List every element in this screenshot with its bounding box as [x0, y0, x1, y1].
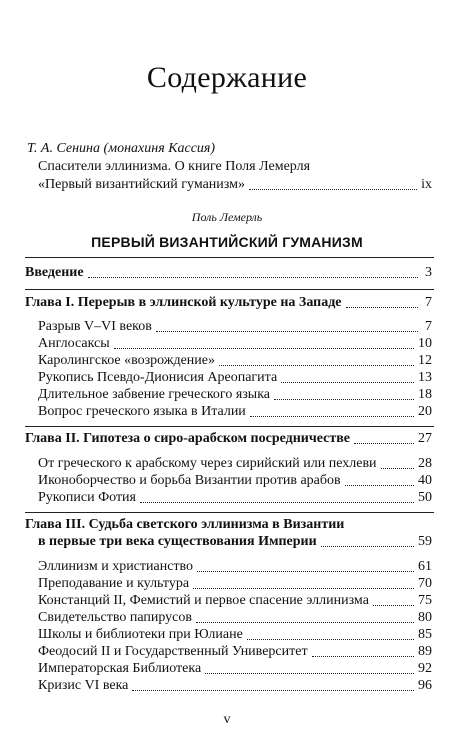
entry-label: Англосаксы: [38, 336, 110, 351]
entry-page: 92: [418, 661, 432, 676]
toc-chapter-1[interactable]: [25, 294, 432, 312]
toc-entry[interactable]: [38, 660, 432, 678]
chapter-title: Глава III. Судьба светского эллинизма в Византии: [25, 517, 345, 532]
toc-entry[interactable]: [38, 403, 432, 421]
dot-leader: [197, 561, 414, 572]
toc-entry[interactable]: [38, 386, 432, 404]
dot-leader: [312, 646, 414, 657]
dot-leader: [354, 433, 414, 444]
entry-label: Введение: [25, 265, 84, 280]
toc-chapter-3[interactable]: [38, 533, 432, 551]
entry-page: 3: [425, 265, 432, 280]
toc-entry[interactable]: [38, 575, 432, 593]
entry-page: 28: [418, 456, 432, 471]
toc-chapter-2[interactable]: [25, 430, 432, 448]
book-author: Поль Лемерль: [191, 210, 263, 224]
toc-entry[interactable]: [38, 609, 432, 627]
dot-leader: [205, 663, 414, 674]
chapter-title-line2: в первые три века существования Империи: [38, 534, 317, 549]
entry-label: Вопрос греческого языка в Италии: [38, 404, 246, 419]
entry-page: 13: [418, 370, 432, 385]
preface-entry[interactable]: [38, 176, 432, 194]
chapter-page: 27: [418, 431, 432, 446]
entry-label: Свидетельство папирусов: [38, 610, 192, 625]
dot-leader: [249, 179, 417, 190]
dot-leader: [345, 475, 414, 486]
toc-entry[interactable]: [38, 643, 432, 661]
entry-label: Иконоборчество и борьба Византии против арабов: [38, 473, 341, 488]
toc-entry[interactable]: [38, 318, 432, 336]
entry-label: Разрыв V–VI веков: [38, 319, 152, 334]
book-title: ПЕРВЫЙ ВИЗАНТИЙСКИЙ ГУМАНИЗМ: [91, 234, 363, 250]
entry-page: 7: [425, 319, 432, 334]
entry-label: Эллинизм и христианство: [38, 559, 194, 574]
preface-author: Т. А. Сенина (монахиня Кассия): [27, 141, 216, 156]
toc-entry[interactable]: [38, 489, 432, 507]
entry-page: 80: [418, 610, 432, 625]
entry-page: 10: [418, 336, 432, 351]
toc-chapter-3-title-line1[interactable]: [25, 516, 432, 534]
dot-leader: [140, 492, 414, 503]
page-number: v: [223, 712, 231, 727]
toc-entry[interactable]: [38, 472, 432, 490]
toc-entry[interactable]: [38, 352, 432, 370]
entry-label: Преподавание и культура: [38, 576, 190, 591]
toc-entry[interactable]: [38, 335, 432, 353]
chapter-page: 7: [425, 295, 432, 310]
entry-label: Рукописи Фотия: [38, 490, 136, 505]
entry-page: 75: [418, 593, 432, 608]
divider-rule: [25, 289, 434, 290]
toc-entry[interactable]: [38, 677, 432, 695]
entry-label: Школы и библиотеки при Юлиане: [38, 627, 243, 642]
toc-entry[interactable]: [38, 592, 432, 610]
entry-label: Феодосий II и Государственный Университет: [38, 644, 308, 659]
chapter-title: Глава II. Гипотеза о сиро-арабском посредничестве: [25, 431, 351, 446]
divider-rule: [25, 512, 434, 513]
dot-leader: [373, 595, 414, 606]
entry-label: Императорская Библиотека: [38, 661, 202, 676]
dot-leader: [247, 629, 414, 640]
page-title: Содержание: [146, 61, 308, 94]
entry-page: 50: [418, 490, 432, 505]
dot-leader: [281, 372, 414, 383]
entry-page: 96: [418, 678, 432, 693]
preface-title-line2: «Первый византийский гуманизм»: [38, 177, 245, 192]
dot-leader: [274, 389, 414, 400]
entry-page: 70: [418, 576, 432, 591]
toc-entry[interactable]: [38, 369, 432, 387]
entry-label: Рукопись Псевдо-Дионисия Ареопагита: [38, 370, 278, 385]
dot-leader: [114, 338, 414, 349]
dot-leader: [193, 578, 414, 589]
dot-leader: [381, 458, 414, 469]
entry-label: От греческого к арабскому через сирийский или пехлеви: [38, 456, 377, 471]
toc-entry-introduction[interactable]: [25, 264, 432, 282]
dot-leader: [219, 355, 414, 366]
dot-leader: [196, 612, 414, 623]
dot-leader: [250, 406, 414, 417]
dot-leader: [346, 297, 418, 308]
toc-entry[interactable]: [38, 558, 432, 576]
dot-leader: [88, 267, 418, 278]
chapter-title: Глава I. Перерыв в эллинской культуре на Западе: [25, 295, 342, 310]
dot-leader: [321, 536, 414, 547]
entry-page: 85: [418, 627, 432, 642]
preface-title-line1: Спасители эллинизма. О книге Поля Лемерля: [38, 159, 311, 174]
dot-leader: [156, 321, 418, 332]
entry-label: Длительное забвение греческого языка: [38, 387, 271, 402]
preface-page: ix: [421, 177, 432, 192]
entry-page: 61: [418, 559, 432, 574]
toc-entry[interactable]: [38, 626, 432, 644]
entry-page: 40: [418, 473, 432, 488]
divider-rule: [25, 257, 434, 258]
entry-label: Кризис VI века: [38, 678, 129, 693]
entry-label: Констанций II, Фемистий и первое спасение эллинизма: [38, 593, 369, 608]
entry-label: Каролингское «возрождение»: [38, 353, 215, 368]
entry-page: 18: [418, 387, 432, 402]
dot-leader: [132, 680, 414, 691]
divider-rule: [25, 426, 434, 427]
chapter-page: 59: [418, 534, 432, 549]
entry-page: 20: [418, 404, 432, 419]
entry-page: 12: [418, 353, 432, 368]
entry-page: 89: [418, 644, 432, 659]
toc-entry[interactable]: [38, 455, 432, 473]
